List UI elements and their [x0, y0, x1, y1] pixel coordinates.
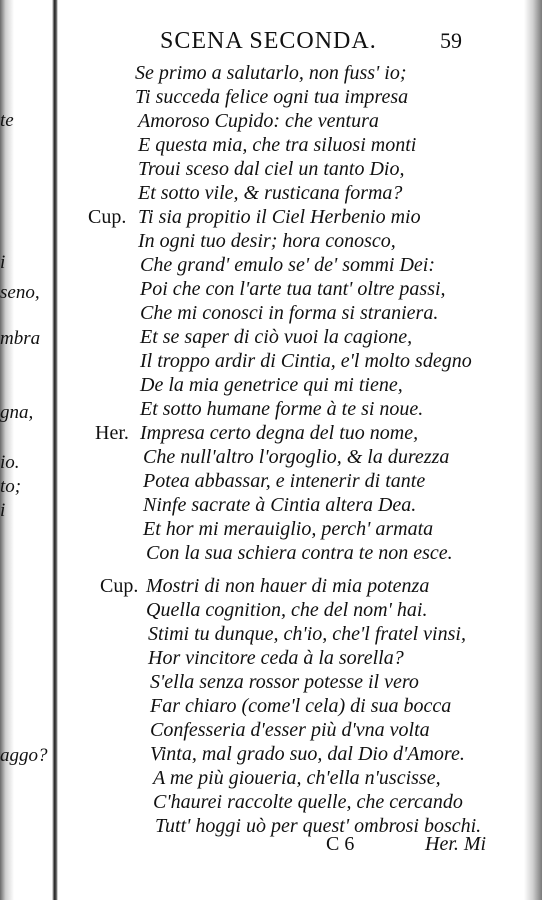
- speaker-label: Her.: [95, 422, 129, 444]
- verse-line: De la mia genetrice qui mi tiene,: [140, 374, 403, 396]
- signature-mark: C 6: [326, 833, 355, 855]
- verse-line: Et sotto vile, & rusticana forma?: [138, 182, 403, 204]
- verse-line: Et se saper di ciò vuoi la cagione,: [140, 326, 413, 348]
- left-page-fragment: gna,: [0, 402, 34, 423]
- verse-line: Tutt' hoggi uò per quest' ombrosi boschi.: [155, 815, 482, 837]
- verse-line: S'ella senza rossor potesse il vero: [150, 671, 419, 693]
- verse-line: In ogni tuo desir; hora conosco,: [138, 230, 396, 252]
- verse-line: Far chiaro (come'l cela) di sua bocca: [150, 695, 452, 717]
- catchword: Her. Mi: [425, 833, 487, 855]
- verse-line: E questa mia, che tra siluosi monti: [138, 134, 417, 156]
- left-page-fragment: aggo?: [0, 745, 48, 766]
- verse-line: Che grand' emulo se' de' sommi Dei:: [140, 254, 436, 276]
- verse-line: Ninfe sacrate à Cintia altera Dea.: [143, 494, 417, 516]
- verse-line: Quella cognition, che del nom' hai.: [146, 599, 428, 621]
- page-number: 59: [440, 28, 462, 53]
- verse-line: Vinta, mal grado suo, dal Dio d'Amore.: [150, 743, 465, 765]
- left-page-fragment: to;: [0, 476, 22, 497]
- verse-line: Confesseria d'esser più d'vna volta: [150, 719, 430, 741]
- left-page-fragment: te: [0, 110, 14, 131]
- verse-line: Se primo a salutarlo, non fuss' io;: [135, 62, 407, 84]
- verse-line: Il troppo ardir di Cintia, e'l molto sdegno: [140, 350, 472, 372]
- speaker-label: Cup.: [100, 575, 139, 597]
- left-page-fragment: i: [0, 500, 6, 521]
- page-edge-right: [524, 0, 542, 900]
- scene-heading: SCENA SECONDA.: [160, 28, 377, 54]
- verse-line: Con la sua schiera contra te non esce.: [146, 542, 453, 564]
- verse-line: A me più gioueria, ch'ella n'uscisse,: [153, 767, 441, 789]
- verse-line: Stimi tu dunque, ch'io, che'l fratel vinsi,: [148, 623, 466, 645]
- verse-line: Mostri di non hauer di mia potenza: [146, 575, 430, 597]
- left-page-fragment: seno,: [0, 282, 40, 303]
- verse-line: C'haurei raccolte quelle, che cercando: [153, 791, 463, 813]
- verse-line: Et sotto humane forme à te si noue.: [140, 398, 424, 420]
- left-page-fragment: mbra: [0, 328, 41, 349]
- verse-line: Che null'altro l'orgoglio, & la durezza: [143, 446, 450, 468]
- book-gutter: [52, 0, 58, 900]
- verse-line: Et hor mi merauiglio, perch' armata: [143, 518, 434, 540]
- verse-line: Amoroso Cupido: che ventura: [138, 110, 379, 132]
- verse-line: Impresa certo degna del tuo nome,: [140, 422, 419, 444]
- verse-line: Poi che con l'arte tua tant' oltre passi,: [140, 278, 446, 300]
- verse-line: Troui sceso dal ciel un tanto Dio,: [138, 158, 405, 180]
- verse-line: Ti succeda felice ogni tua impresa: [135, 86, 409, 108]
- left-page-fragment: i: [0, 252, 6, 273]
- speaker-label: Cup.: [88, 206, 127, 228]
- verse-line: Che mi conosci in forma si straniera.: [140, 302, 439, 324]
- verse-line: Ti sia propitio il Ciel Herbenio mio: [138, 206, 421, 228]
- verse-line: Hor vincitore ceda à la sorella?: [148, 647, 404, 669]
- left-page-fragment: io.: [0, 452, 20, 473]
- verse-line: Potea abbassar, e intenerir di tante: [143, 470, 426, 492]
